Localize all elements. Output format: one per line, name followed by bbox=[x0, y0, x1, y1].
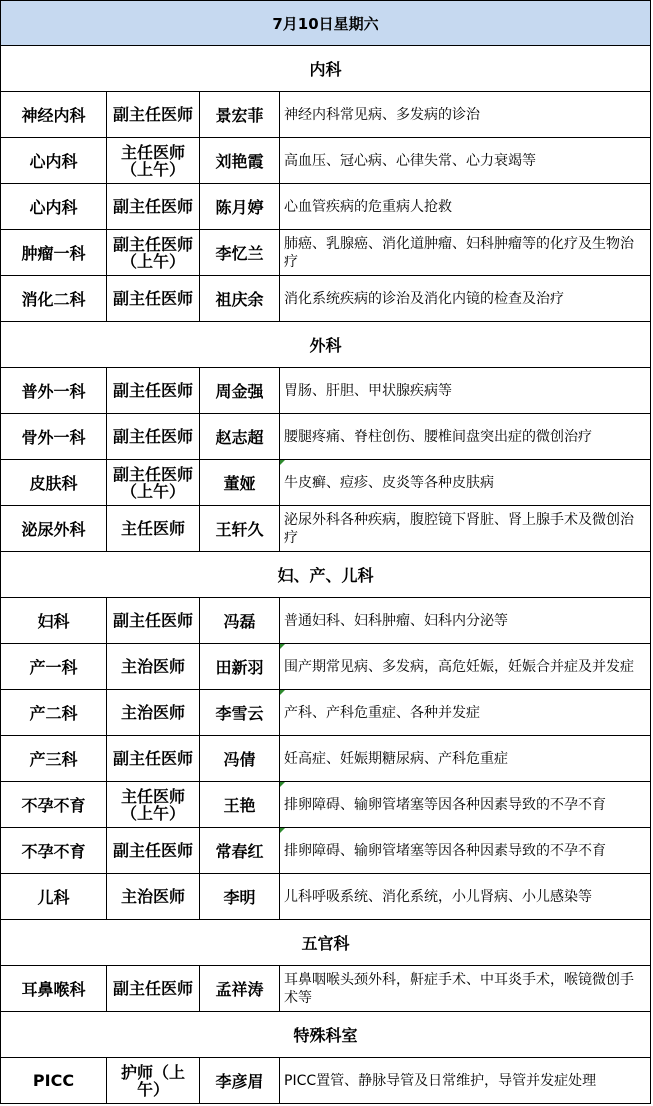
specialty-cell bbox=[280, 598, 650, 643]
department-text: 妇科 bbox=[37, 612, 70, 631]
comment-marker-icon bbox=[280, 828, 285, 833]
doctor-name-text: 李彦眉 bbox=[215, 1072, 264, 1091]
table-row bbox=[0, 230, 651, 276]
title-cell bbox=[107, 828, 200, 873]
date-header bbox=[0, 0, 651, 46]
title-cell bbox=[107, 460, 200, 505]
specialty-cell bbox=[280, 230, 650, 275]
table-row bbox=[0, 736, 651, 782]
doctor-name-cell bbox=[200, 138, 280, 183]
title-cell bbox=[107, 598, 200, 643]
doctor-name-cell bbox=[200, 1058, 280, 1103]
specialty-cell bbox=[280, 368, 650, 413]
department-text: 耳鼻喉科 bbox=[21, 980, 86, 999]
department-cell bbox=[1, 184, 107, 229]
specialty-cell bbox=[280, 782, 650, 827]
specialty-text: 牛皮癣、痘疹、皮炎等各种皮肤病 bbox=[284, 474, 494, 491]
title-text: 副主任医师 bbox=[112, 749, 193, 768]
section-label: 妇、产、儿科 bbox=[277, 566, 374, 585]
table-row bbox=[0, 782, 651, 828]
department-text: 神经内科 bbox=[21, 106, 86, 125]
title-cell bbox=[107, 138, 200, 183]
title-text: 副主任医师 bbox=[112, 979, 193, 998]
specialty-text: 排卵障碍、输卵管堵塞等因各种因素导致的不孕不育 bbox=[284, 796, 606, 813]
doctor-name-cell bbox=[200, 92, 280, 137]
department-cell bbox=[1, 460, 107, 505]
title-cell bbox=[107, 874, 200, 919]
specialty-cell bbox=[280, 736, 650, 781]
doctor-name-text: 陈月婷 bbox=[215, 198, 264, 217]
specialty-text: 心血管疾病的危重病人抢救 bbox=[284, 198, 452, 215]
specialty-text: 儿科呼吸系统、消化系统，小儿肾病、小儿感染等 bbox=[284, 888, 592, 905]
table-row bbox=[0, 92, 651, 138]
specialty-cell bbox=[280, 276, 650, 321]
department-cell bbox=[1, 276, 107, 321]
table-row bbox=[0, 828, 651, 874]
title-cell bbox=[107, 736, 200, 781]
specialty-text: 泌尿外科各种疾病，腹腔镜下肾脏、肾上腺手术及微创治疗 bbox=[284, 511, 634, 546]
department-cell bbox=[1, 506, 107, 551]
doctor-name-text: 周金强 bbox=[215, 382, 264, 401]
title-cell bbox=[107, 230, 200, 275]
department-cell bbox=[1, 138, 107, 183]
title-cell bbox=[107, 506, 200, 551]
doctor-name-text: 李雪云 bbox=[215, 704, 264, 723]
specialty-text: 消化系统疾病的诊治及消化内镜的检查及治疗 bbox=[284, 290, 564, 307]
section-label: 内科 bbox=[309, 60, 342, 79]
title-text: 副主任医师 bbox=[112, 427, 193, 446]
title-text: 副主任医师 bbox=[112, 381, 193, 400]
table-row bbox=[0, 414, 651, 460]
specialty-cell bbox=[280, 184, 650, 229]
doctor-name-text: 常春红 bbox=[215, 842, 264, 861]
department-cell bbox=[1, 414, 107, 459]
comment-marker-icon bbox=[280, 460, 285, 465]
doctor-name-text: 田新羽 bbox=[215, 658, 264, 677]
department-text: 普外一科 bbox=[21, 382, 86, 401]
doctor-name-cell bbox=[200, 230, 280, 275]
specialty-cell bbox=[280, 644, 650, 689]
title-text: 副主任医师 bbox=[112, 841, 193, 860]
title-cell bbox=[107, 92, 200, 137]
department-text: 泌尿外科 bbox=[21, 520, 86, 539]
department-text: 皮肤科 bbox=[29, 474, 78, 493]
table-row bbox=[0, 966, 651, 1012]
table-row bbox=[0, 690, 651, 736]
department-text: 不孕不育 bbox=[21, 842, 86, 861]
specialty-cell bbox=[280, 874, 650, 919]
doctor-name-text: 王轩久 bbox=[215, 520, 264, 539]
section-label: 特殊科室 bbox=[293, 1026, 358, 1045]
table-row bbox=[0, 1058, 651, 1104]
department-text: 产三科 bbox=[29, 750, 78, 769]
specialty-text: 肺癌、乳腺癌、消化道肿瘤、妇科肿瘤等的化疗及生物治疗 bbox=[284, 235, 634, 270]
title-cell bbox=[107, 966, 200, 1011]
title-text: 主任医师（上午） bbox=[120, 142, 185, 179]
comment-marker-icon bbox=[280, 690, 285, 695]
section-header bbox=[0, 552, 651, 598]
table-row bbox=[0, 506, 651, 552]
title-text: 副主任医师 bbox=[112, 197, 193, 216]
department-text: 骨外一科 bbox=[21, 428, 86, 447]
specialty-text: 神经内科常见病、多发病的诊治 bbox=[284, 106, 480, 123]
doctor-name-cell bbox=[200, 368, 280, 413]
specialty-cell bbox=[280, 828, 650, 873]
doctor-name-text: 冯倩 bbox=[223, 750, 256, 769]
department-cell bbox=[1, 966, 107, 1011]
department-text: 儿科 bbox=[37, 888, 70, 907]
specialty-text: 腰腿疼痛、脊柱创伤、腰椎间盘突出症的微创治疗 bbox=[284, 428, 592, 445]
title-text: 副主任医师（上午） bbox=[112, 464, 193, 501]
doctor-name-cell bbox=[200, 874, 280, 919]
table-row bbox=[0, 276, 651, 322]
specialty-cell bbox=[280, 966, 650, 1011]
doctor-name-text: 李明 bbox=[223, 888, 256, 907]
comment-marker-icon bbox=[280, 644, 285, 649]
title-text: 副主任医师 bbox=[112, 105, 193, 124]
title-cell bbox=[107, 276, 200, 321]
specialty-cell bbox=[280, 690, 650, 735]
title-cell bbox=[107, 690, 200, 735]
doctor-name-text: 李忆兰 bbox=[215, 244, 264, 263]
doctor-name-text: 王艳 bbox=[223, 796, 256, 815]
title-cell bbox=[107, 644, 200, 689]
department-text: PICC bbox=[32, 1071, 75, 1090]
doctor-name-cell bbox=[200, 506, 280, 551]
specialty-text: 妊高症、妊娠期糖尿病、产科危重症 bbox=[284, 750, 508, 767]
title-text: 副主任医师 bbox=[112, 289, 193, 308]
table-row bbox=[0, 460, 651, 506]
doctor-name-cell bbox=[200, 966, 280, 1011]
specialty-text: 高血压、冠心病、心律失常、心力衰竭等 bbox=[284, 152, 536, 169]
department-cell bbox=[1, 690, 107, 735]
title-text: 主治医师 bbox=[120, 887, 185, 906]
doctor-name-cell bbox=[200, 414, 280, 459]
section-label: 外科 bbox=[309, 336, 342, 355]
department-text: 不孕不育 bbox=[21, 796, 86, 815]
title-text: 副主任医师 bbox=[112, 611, 193, 630]
section-label: 五官科 bbox=[301, 934, 350, 953]
doctor-name-text: 董娅 bbox=[223, 474, 256, 493]
table-row bbox=[0, 138, 651, 184]
title-text: 主治医师 bbox=[120, 657, 185, 676]
specialty-cell bbox=[280, 1058, 650, 1103]
title-cell bbox=[107, 414, 200, 459]
specialty-text: 耳鼻咽喉头颈外科，鼾症手术、中耳炎手术，喉镜微创手术等 bbox=[284, 971, 634, 1006]
title-text: 护师（上午） bbox=[120, 1062, 185, 1099]
title-text: 主治医师 bbox=[120, 703, 185, 722]
comment-marker-icon bbox=[280, 782, 285, 787]
department-text: 产二科 bbox=[29, 704, 78, 723]
section-header bbox=[0, 920, 651, 966]
doctor-name-text: 祖庆余 bbox=[215, 290, 264, 309]
department-text: 心内科 bbox=[29, 198, 78, 217]
specialty-text: 胃肠、肝胆、甲状腺疾病等 bbox=[284, 382, 452, 399]
specialty-text: 排卵障碍、输卵管堵塞等因各种因素导致的不孕不育 bbox=[284, 842, 606, 859]
specialty-text: 围产期常见病、多发病，高危妊娠，妊娠合并症及并发症 bbox=[284, 658, 634, 675]
doctor-name-cell bbox=[200, 598, 280, 643]
doctor-name-text: 孟祥涛 bbox=[215, 980, 264, 999]
doctor-name-cell bbox=[200, 184, 280, 229]
department-text: 产一科 bbox=[29, 658, 78, 677]
section-header bbox=[0, 1012, 651, 1058]
department-cell bbox=[1, 92, 107, 137]
department-text: 肿瘤一科 bbox=[21, 244, 86, 263]
doctor-name-cell bbox=[200, 736, 280, 781]
department-cell bbox=[1, 874, 107, 919]
title-text: 主任医师（上午） bbox=[120, 786, 185, 823]
specialty-cell bbox=[280, 138, 650, 183]
department-cell bbox=[1, 230, 107, 275]
doctor-name-cell bbox=[200, 690, 280, 735]
date-title: 7月10日星期六 bbox=[272, 14, 379, 33]
department-cell bbox=[1, 1058, 107, 1103]
specialty-cell bbox=[280, 414, 650, 459]
title-cell bbox=[107, 782, 200, 827]
table-row bbox=[0, 644, 651, 690]
table-row bbox=[0, 598, 651, 644]
doctor-name-text: 冯磊 bbox=[223, 612, 256, 631]
table-row bbox=[0, 184, 651, 230]
doctor-name-cell bbox=[200, 276, 280, 321]
doctor-name-cell bbox=[200, 782, 280, 827]
doctor-name-cell bbox=[200, 828, 280, 873]
table-row bbox=[0, 368, 651, 414]
specialty-cell bbox=[280, 92, 650, 137]
specialty-text: 普通妇科、妇科肿瘤、妇科内分泌等 bbox=[284, 612, 508, 629]
title-text: 主任医师 bbox=[120, 519, 185, 538]
title-text: 副主任医师（上午） bbox=[112, 234, 193, 271]
department-cell bbox=[1, 598, 107, 643]
title-cell bbox=[107, 368, 200, 413]
specialty-cell bbox=[280, 506, 650, 551]
doctor-name-cell bbox=[200, 644, 280, 689]
department-cell bbox=[1, 368, 107, 413]
doctor-name-text: 刘艳霞 bbox=[215, 152, 264, 171]
title-cell bbox=[107, 184, 200, 229]
doctor-name-text: 景宏菲 bbox=[215, 106, 264, 125]
table-row bbox=[0, 874, 651, 920]
specialty-text: 产科、产科危重症、各种并发症 bbox=[284, 704, 480, 721]
department-cell bbox=[1, 736, 107, 781]
doctor-name-cell bbox=[200, 460, 280, 505]
section-header bbox=[0, 46, 651, 92]
department-text: 心内科 bbox=[29, 152, 78, 171]
department-cell bbox=[1, 782, 107, 827]
section-header bbox=[0, 322, 651, 368]
specialty-text: PICC置管、静脉导管及日常维护，导管并发症处理 bbox=[284, 1072, 597, 1089]
table-body bbox=[0, 46, 651, 1104]
department-cell bbox=[1, 644, 107, 689]
department-cell bbox=[1, 828, 107, 873]
title-cell bbox=[107, 1058, 200, 1103]
doctor-name-text: 赵志超 bbox=[215, 428, 264, 447]
specialty-cell bbox=[280, 460, 650, 505]
department-text: 消化二科 bbox=[21, 290, 86, 309]
